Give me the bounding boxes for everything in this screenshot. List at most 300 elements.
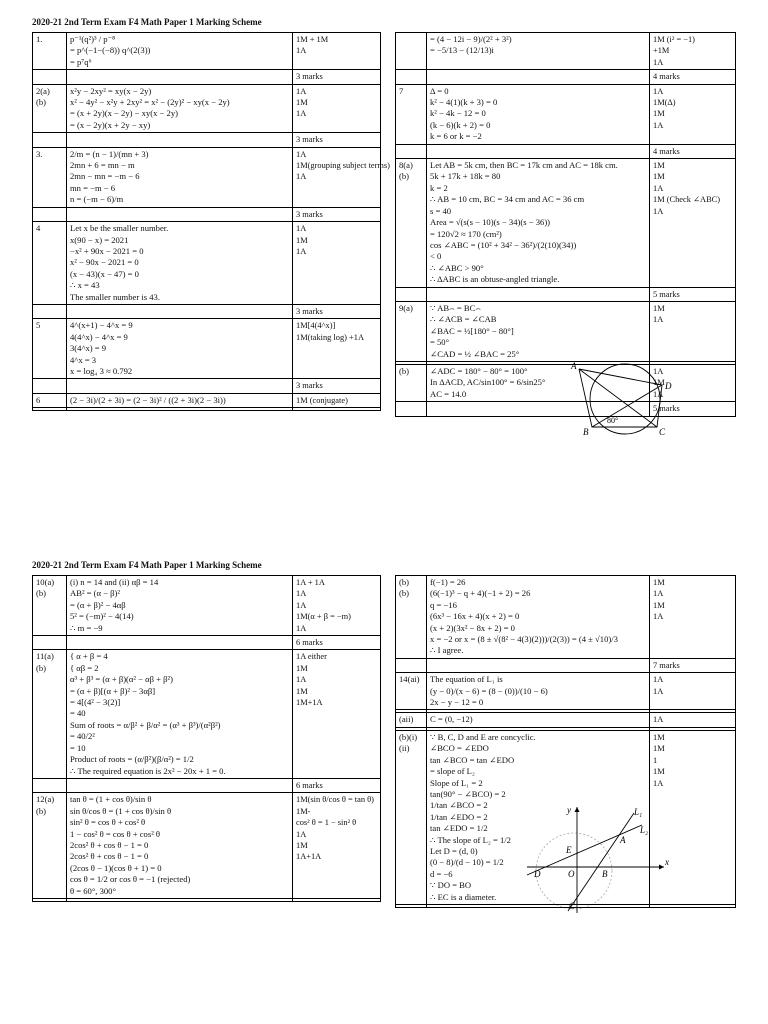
line: 3. — [36, 148, 43, 159]
question-row — [33, 84, 381, 133]
blank — [33, 207, 67, 221]
line: (x − 43)(x − 47) = 0 — [70, 268, 139, 279]
line: cos ∠ABC = (10² + 34² − 36²)/(2(10)(34)) — [430, 239, 577, 250]
line: The smaller number is 43. — [70, 291, 160, 302]
line: +1M — [653, 46, 670, 56]
line: = 4[(4² − 3(2)] — [70, 697, 121, 708]
marks — [650, 713, 736, 727]
circle — [590, 364, 660, 434]
total-marks: 7 marks — [650, 658, 736, 672]
line: = (x − 2y)(x + 2y − xy) — [70, 119, 151, 130]
working — [427, 301, 650, 361]
line: x²y − 2xy² = xy(x − 2y) — [70, 85, 152, 96]
line: 1A — [296, 46, 307, 56]
total-row — [396, 287, 736, 301]
marks — [650, 159, 736, 287]
blank — [33, 133, 67, 147]
line: 1A — [296, 86, 307, 96]
line: n = (−m − 6)/m — [70, 194, 124, 205]
working — [67, 84, 293, 133]
line: In ΔACD, AC/sin100° = 6/sin25° — [430, 377, 546, 388]
line: 1A — [653, 183, 664, 193]
line: Let AB = 5k cm, then BC = 17k cm and AC = 18k cm. — [430, 160, 618, 171]
line: tan ∠EDO = 1/2 — [430, 823, 488, 834]
blank — [427, 144, 650, 158]
line: 1M(α + β = −m) — [296, 612, 351, 622]
line: 1M+1A — [296, 698, 323, 708]
working — [427, 713, 650, 727]
working — [67, 33, 293, 70]
line: (6x³ − 16x + 4)(x + 2) = 0 — [430, 611, 520, 622]
line: 1A — [296, 829, 307, 839]
blank — [67, 304, 293, 318]
line: Area = √(s(s − 10)(s − 34)(s − 36)) — [430, 217, 551, 228]
line: 1M (i² = −1) — [653, 35, 695, 44]
line: Product of roots = (α/β²)(β/α²) = 1/2 — [70, 754, 194, 765]
line: = 10 — [70, 742, 86, 753]
line: 2x − y − 12 = 0 — [430, 697, 484, 708]
total-row — [33, 778, 381, 792]
line: 1A — [653, 86, 664, 96]
line: −x² + 90x − 2021 = 0 — [70, 245, 144, 256]
total-marks: 6 marks — [293, 636, 381, 650]
line: 1A — [296, 246, 307, 256]
question-number — [396, 364, 427, 401]
working — [427, 673, 650, 710]
line: 2cos² θ + cos θ − 1 = 0 — [70, 851, 149, 862]
working — [427, 576, 650, 659]
line: 1/tan ∠BCO = 2 — [430, 800, 488, 811]
line: 1A — [653, 686, 664, 696]
line: Let x be the smaller number. — [70, 223, 169, 234]
line: 1A either — [296, 652, 327, 662]
blank — [67, 207, 293, 221]
line: x = −2 or x = (8 ± √(8² − 4(3)(2)))/(2(3)) = (4 ± √10)/3 — [430, 634, 618, 645]
line: Slope of L₁ = 2 — [430, 777, 483, 788]
total-row — [33, 636, 381, 650]
line: 1M — [653, 109, 665, 119]
working — [67, 793, 293, 899]
blank — [67, 778, 293, 792]
line: AC = 14.0 — [430, 388, 467, 399]
marks — [293, 319, 381, 379]
total-row — [33, 207, 381, 221]
line: s = 40 — [430, 205, 452, 216]
label-y: y — [567, 805, 571, 815]
line: = 50° — [430, 337, 450, 348]
blank — [67, 379, 293, 393]
line: d = −6 — [430, 868, 453, 879]
line: 4 — [36, 223, 41, 234]
label-l2: L₂ — [640, 825, 649, 835]
line: = p^(−1−(−8)) q^(2(3)) — [70, 45, 151, 56]
blank — [33, 379, 67, 393]
line: (b) — [36, 588, 47, 599]
question-row — [33, 576, 381, 636]
question-number — [396, 730, 427, 904]
marks — [650, 576, 736, 659]
line: 1A — [296, 589, 307, 599]
line: (2 − 3i)/(2 + 3i) = (2 − 3i)² / ((2 + 3i)(2 − 3i)) — [70, 394, 226, 405]
line: x² − 4y² − x²y + 2xy² = x² − (2y)² − xy(x − 2y) — [70, 97, 230, 108]
line: 4(4^x) − 4^x = 9 — [70, 331, 128, 342]
question-number — [33, 393, 67, 407]
total-row — [33, 133, 381, 147]
line: The equation of L₁ is — [430, 674, 503, 685]
line: 1M + 1M — [296, 35, 329, 44]
total-row — [33, 304, 381, 318]
label-x: x — [665, 857, 669, 867]
question-row — [33, 393, 381, 407]
working — [67, 393, 293, 407]
line: = 40/2² — [70, 731, 95, 742]
line: (y − 0)/(x − 6) = (8 − (0))/(10 − 6) — [430, 685, 548, 696]
line: ∵ B, C, D and E are concyclic. — [430, 731, 536, 742]
marks — [293, 84, 381, 133]
working — [427, 33, 650, 70]
line: 1A — [653, 589, 664, 599]
question-number — [33, 33, 67, 70]
blank — [67, 898, 293, 901]
marking-table-top-right — [395, 32, 736, 417]
line: tan(90° − ∠BCO) = 2 — [430, 788, 506, 799]
marks — [293, 393, 381, 407]
total-marks: 3 marks — [293, 379, 381, 393]
line: = p⁷q⁶ — [70, 56, 92, 67]
question-number — [396, 713, 427, 727]
line: (x + 2)(3x² − 8x + 2) = 0 — [430, 622, 515, 633]
line: 5² = (−m)² − 4(14) — [70, 611, 134, 622]
line: 1M — [296, 235, 308, 245]
line: 1A — [296, 623, 307, 633]
blank — [396, 658, 427, 672]
line: tan ∠BCO = tan ∠EDO — [430, 754, 515, 765]
question-row — [396, 673, 736, 710]
question-number — [33, 319, 67, 379]
line: 1M — [296, 840, 308, 850]
working — [427, 159, 650, 287]
line: x² − 90x − 2021 = 0 — [70, 257, 139, 268]
blank — [33, 898, 67, 901]
line: 1M — [653, 578, 665, 587]
line: 1A — [653, 675, 664, 685]
blank — [33, 70, 67, 84]
line: 1A + 1A — [296, 578, 325, 587]
question-number — [33, 576, 67, 636]
question-row — [396, 84, 736, 144]
blank — [396, 904, 427, 907]
line: 1M(Δ) — [653, 98, 676, 108]
question-row — [33, 222, 381, 305]
marking-table-top-left — [32, 32, 390, 411]
line: 4^x = 3 — [70, 354, 97, 365]
circle-figure-q9 — [567, 361, 687, 439]
line: 1M[4(4^x)] — [296, 321, 336, 331]
line: 1A — [653, 120, 664, 130]
line: (b) — [399, 365, 410, 376]
line: ∠ADC = 180° − 80° = 100° — [430, 365, 528, 376]
line: 1/tan ∠EDO = 2 — [430, 811, 488, 822]
line: (0 − 8)/(d − 10) = 1/2 — [430, 857, 504, 868]
total-marks: 3 marks — [293, 133, 381, 147]
line: ∴ AB = 10 cm, BC = 34 cm and AC = 36 cm — [430, 194, 585, 205]
line: C = (0, −12) — [430, 714, 473, 725]
line: sin θ/cos θ = (1 + cos θ)/sin θ — [70, 805, 172, 816]
line: 1A+1A — [296, 852, 322, 862]
line: 1A — [296, 675, 307, 685]
line: 7 — [399, 85, 404, 96]
question-number — [33, 650, 67, 778]
line: ∴ EC is a diameter. — [430, 891, 497, 902]
line: ∴ ∠ACB = ∠CAB — [430, 314, 497, 325]
line: (ii) — [399, 743, 410, 754]
line: (6(−1)³ − q + 4)(−1 + 2) = 26 — [430, 588, 531, 599]
line: 1M — [653, 161, 665, 171]
line: mn = −m − 6 — [70, 182, 116, 193]
line: Δ = 0 — [430, 85, 449, 96]
question-row — [33, 33, 381, 70]
line: 1A — [653, 612, 664, 622]
line: (i) n = 14 and (ii) αβ = 14 — [70, 577, 159, 587]
line: (b) — [399, 588, 410, 599]
line: = (α + β)² − 4αβ — [70, 599, 126, 610]
line: 1A — [653, 366, 664, 376]
question-row — [33, 650, 381, 778]
line: 1M (conjugate) — [296, 395, 348, 405]
total-row — [396, 658, 736, 672]
line: ∴ The slope of L₂ = 1/2 — [430, 834, 511, 845]
blank — [67, 408, 293, 411]
total-row — [33, 70, 381, 84]
x-arrow — [659, 865, 664, 870]
line: = (α + β)[(α + β)² − 3αβ] — [70, 685, 156, 696]
line: Sum of roots = α/β² + β/α² = (α³ + β³)/(α²β²) — [70, 719, 221, 730]
marks — [650, 84, 736, 144]
line: 1M — [653, 767, 665, 777]
line: 1A — [296, 224, 307, 234]
line: 1 − cos² θ = cos θ + cos² θ — [70, 828, 161, 839]
total-row — [396, 144, 736, 158]
line: θ = 60°, 300° — [70, 885, 116, 896]
line: (b) — [36, 662, 47, 673]
line-l2 — [527, 825, 642, 875]
question-number — [33, 793, 67, 899]
line: 1M — [653, 172, 665, 182]
question-row — [396, 33, 736, 70]
blank — [33, 778, 67, 792]
page-title: 2020-21 2nd Term Exam F4 Math Paper 1 Marking Scheme — [32, 17, 262, 27]
marks — [650, 673, 736, 710]
line: 2mn + 6 = mn − m — [70, 160, 135, 171]
line: 2cos² θ + cos θ − 1 = 0 — [70, 839, 149, 850]
line: k² − 4k − 12 = 0 — [430, 108, 486, 119]
line: AB² = (α − β)² — [70, 588, 120, 599]
blank — [67, 70, 293, 84]
line: 2(a) — [36, 85, 50, 96]
line: 1M — [653, 732, 665, 742]
line: 1A — [296, 172, 307, 182]
line: 1M — [296, 663, 308, 673]
coordinate-figure-q14 — [522, 803, 672, 915]
line: 1M(taking log) +1A — [296, 332, 364, 342]
line: 14(ai) — [399, 674, 420, 685]
line: tan θ = (1 + cos θ)/sin θ — [70, 794, 152, 805]
blank — [427, 658, 650, 672]
line: 5 — [36, 320, 41, 331]
marks — [293, 33, 381, 70]
line: 1M — [296, 98, 308, 108]
total-row — [33, 898, 381, 901]
line: 1M — [653, 303, 665, 313]
line: 1 — [653, 755, 658, 765]
line: = (x + 2y)(x − 2y) − xy(x − 2y) — [70, 108, 179, 119]
label-angle: 80° — [607, 416, 619, 425]
line: 1A — [653, 206, 664, 216]
total-marks: 6 marks — [293, 778, 381, 792]
line: ∴ ΔABC is an obtuse-angled triangle. — [430, 274, 560, 285]
line: < 0 — [430, 251, 442, 262]
label-c: C — [569, 901, 576, 911]
line: ∴ The required equation is 2x² − 20x + 1 = 0. — [70, 765, 226, 776]
line: 1A — [653, 715, 664, 725]
total-marks: 3 marks — [293, 207, 381, 221]
line: cos² θ = 1 − sin² θ — [296, 818, 357, 828]
line: (b) — [36, 805, 47, 816]
line: f(−1) = 26 — [430, 577, 466, 587]
question-row — [33, 147, 381, 207]
line: 9(a) — [399, 302, 413, 313]
label-l1: L₁ — [634, 807, 643, 817]
total-marks: 4 marks — [650, 144, 736, 158]
question-number — [396, 301, 427, 361]
line: 1M — [653, 600, 665, 610]
line: α³ + β³ = (α + β)(α² − αβ + β²) — [70, 674, 173, 685]
marks — [293, 650, 381, 778]
marks — [293, 576, 381, 636]
line: { αβ = 2 — [70, 662, 99, 673]
line-l1 — [568, 813, 634, 911]
y-arrow — [575, 807, 580, 812]
line: 1. — [36, 34, 43, 44]
line: (b) — [36, 97, 47, 108]
total-marks — [293, 408, 381, 411]
label-a: A — [571, 361, 577, 371]
blank — [33, 636, 67, 650]
label-a: A — [620, 835, 626, 845]
blank — [396, 70, 427, 84]
line: = −5/13 − (12/13)i — [430, 45, 494, 56]
blank — [67, 133, 293, 147]
working — [67, 650, 293, 778]
question-number — [33, 147, 67, 207]
question-row — [33, 319, 381, 379]
line: 1M- — [296, 806, 311, 816]
marks — [293, 793, 381, 899]
line: k = 6 or k = −2 — [430, 131, 482, 142]
question-row — [396, 301, 736, 361]
line: 1A — [653, 778, 664, 788]
line: (b) — [399, 171, 410, 182]
line: k = 2 — [430, 182, 448, 193]
line: 5k + 17k + 18k = 80 — [430, 171, 501, 182]
question-number — [33, 84, 67, 133]
line: 1A — [653, 389, 664, 399]
label-b: B — [602, 869, 608, 879]
working — [67, 576, 293, 636]
line: 1A — [653, 315, 664, 325]
line: ∴ ∠ABC > 90° — [430, 262, 484, 273]
line: sin² θ = cos θ + cos² θ — [70, 817, 146, 828]
line: 2/m = (n − 1)/(mn + 3) — [70, 148, 149, 159]
blank — [427, 70, 650, 84]
chord-bd — [592, 385, 662, 427]
line: 1M — [653, 378, 665, 388]
total-row — [33, 379, 381, 393]
line: 1A — [296, 149, 307, 159]
total-marks: 5 marks — [650, 287, 736, 301]
blank — [396, 402, 427, 416]
line: k² − 4(1)(k + 3) = 0 — [430, 97, 498, 108]
working — [67, 222, 293, 305]
label-c: C — [659, 427, 666, 437]
line: ∠BCO = ∠EDO — [430, 743, 489, 754]
line: 6 — [36, 394, 41, 405]
line: { α + β = 4 — [70, 651, 108, 662]
line: (k − 6)(k + 2) = 0 — [430, 119, 491, 130]
line: ∵ AB⌢ = BC⌢ — [430, 302, 481, 313]
working — [67, 147, 293, 207]
marks — [293, 147, 390, 207]
line: 1M(sin θ/cos θ = tan θ) — [296, 795, 374, 805]
question-number — [396, 673, 427, 710]
question-row — [396, 713, 736, 727]
label-d: D — [665, 381, 672, 391]
line: = 120√2 ≈ 170 (cm²) — [430, 228, 502, 239]
blank — [67, 636, 293, 650]
question-number — [396, 84, 427, 144]
total-marks: 3 marks — [293, 70, 381, 84]
line: 8(a) — [399, 160, 413, 171]
page-title-2: 2020-21 2nd Term Exam F4 Math Paper 1 Marking Scheme — [32, 560, 262, 570]
line: 10(a) — [36, 577, 55, 587]
line: (aii) — [399, 714, 414, 725]
line: q = −16 — [430, 599, 457, 610]
question-number — [33, 222, 67, 305]
line: (2cos θ − 1)(cos θ + 1) = 0 — [70, 862, 162, 873]
marks — [293, 222, 381, 305]
line: 1A — [296, 600, 307, 610]
line: ∴ m = −9 — [70, 622, 103, 633]
label-b: B — [583, 427, 589, 437]
question-number — [396, 576, 427, 659]
line: = (4 − 12i − 9)/(2² + 3²) — [430, 34, 512, 44]
line: 11(a) — [36, 651, 54, 662]
line: 1A — [296, 109, 307, 119]
working — [427, 84, 650, 144]
line: ∴ x = 43 — [70, 280, 100, 291]
line: 12(a) — [36, 794, 55, 805]
line: 1A — [653, 57, 664, 67]
line: ∵ DO = BO — [430, 880, 472, 891]
line: x(90 − x) = 2021 — [70, 234, 129, 245]
line: p⁻¹(q²)³ / p⁻⁸ — [70, 34, 116, 44]
label-d: D — [534, 869, 541, 879]
total-marks: 5 marks — [650, 402, 736, 416]
question-number — [396, 159, 427, 287]
line: x = log₄ 3 ≈ 0.792 — [70, 365, 133, 376]
marking-table-bottom-left — [32, 575, 381, 902]
line: 1M — [296, 686, 308, 696]
